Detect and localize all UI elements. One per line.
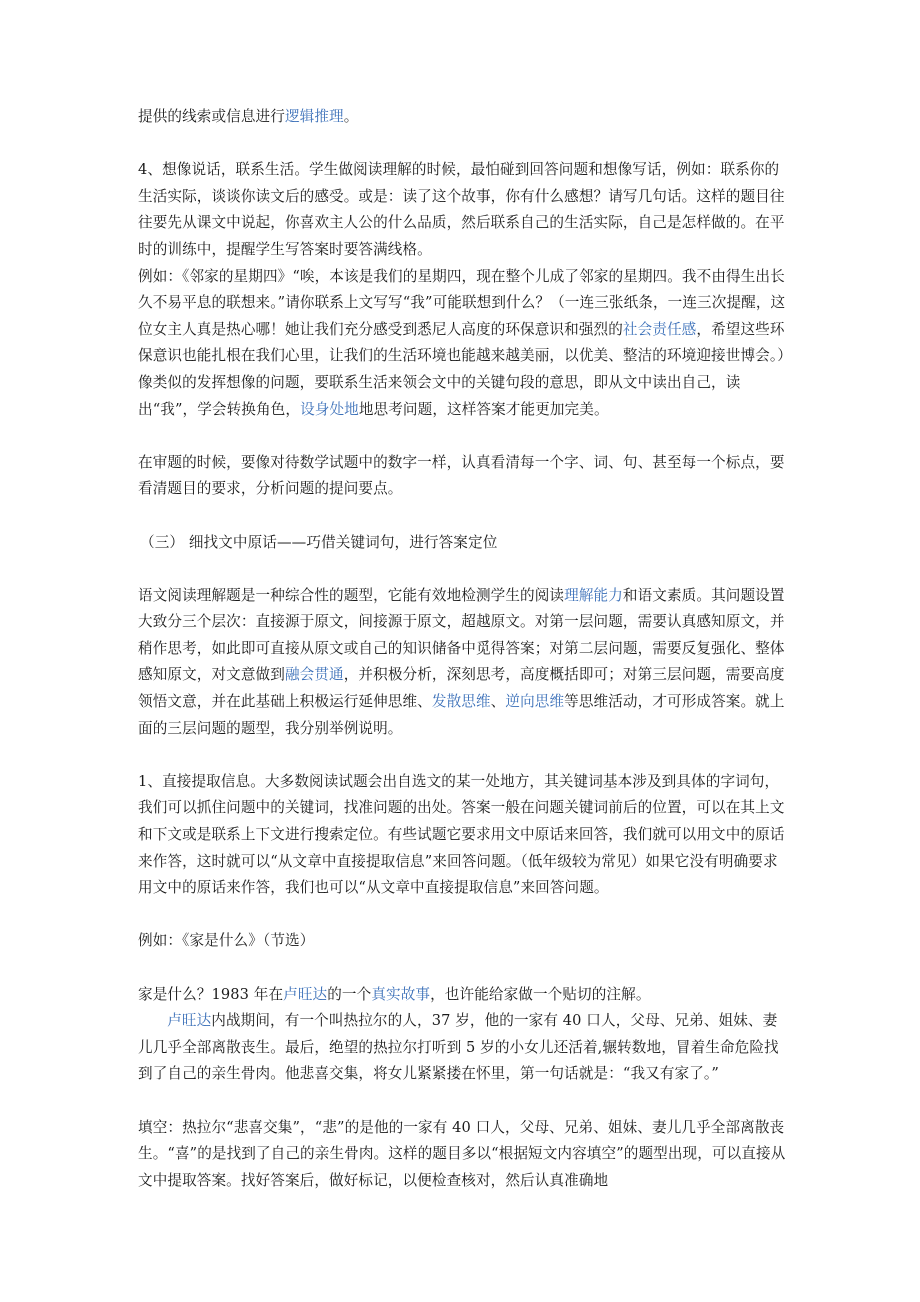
- paragraph-gap: [138, 556, 788, 583]
- link-comprehension-ability[interactable]: 理解能力: [564, 586, 623, 604]
- paragraph-gap: [138, 955, 788, 982]
- paragraph-gap: [138, 742, 788, 769]
- paragraph-2: 4、想像说话，联系生活。学生做阅读理解的时候，最怕碰到回答问题和想像写话，例如：联系你的生活实际，谈谈你读文后的感受。或是：读了这个故事，你有什么感想？请写几句话。这样的题目往往要先从课文中说起，你喜欢主人公的什么品质，然后联系自己的生活实际，自己是怎样做的。在平时的训练中，提醒学生写答案时要答满线格。: [138, 161, 785, 258]
- link-social-responsibility[interactable]: 社会责任感: [622, 320, 697, 338]
- link-rwanda[interactable]: 卢旺达: [283, 985, 328, 1003]
- paragraph-4: 在审题的时候，要像对待数学试题中的数字一样，认真看清每一个字、词、句、甚至每一个标点，要看清题目的要求，分析问题的提问要点。: [138, 453, 785, 498]
- paragraph-gap: [138, 503, 788, 530]
- link-rwanda[interactable]: 卢旺达: [167, 1012, 212, 1030]
- link-mastery[interactable]: 融会贯通: [284, 666, 344, 684]
- section-heading: （三） 细找文中原话——巧借关键词句，进行答案定位: [140, 533, 498, 551]
- link-true-story[interactable]: 真实故事: [371, 985, 431, 1003]
- paragraph-1: 提供的线索或信息进行逻辑推理。: [138, 108, 359, 125]
- paragraph-3: 例如：《邻家的星期四》“唉，本该是我们的星期四，现在整个儿成了邻家的星期四。我不由得生出长久不易平息的联想来。”请你联系上文写写“我”可能联想到什么？（一连三张纸条，一连三次提醒，这位女主人真是热心哪！她让我们充分感受到悉尼人高度的环保意识和强烈的社会责任感，希望这些环保意识也能扎根在我们心里，让我们的生活环境也能越来越美丽，以优美、整洁的环境迎接世博会。）像类似的发挥想像的问题，要联系生活来领会文中的关键句段的意思，即从文中读出自己，读出“我”，学会转换角色，设身处地地思考问题，这样答案才能更加完美。: [138, 267, 786, 418]
- paragraph-11: 填空：热拉尔“悲喜交集”，“悲”的是他的一家有 40 口人，父母、兄弟、姐妹、妻儿几乎全部离散丧生。“喜”的是找到了自己的亲生骨肉。这样的题目多以“根据短文内容填空”的题型出现，可以直接从文中提取答案。找好答案后，做好标记，以便检查核对，然后认真准确地: [138, 1118, 786, 1189]
- paragraph-gap: [138, 131, 788, 158]
- paragraph-8: 例如：《家是什么》（节选）: [138, 932, 315, 950]
- paragraph-gap: [138, 423, 788, 450]
- paragraph-9: 家是什么？1983 年在卢旺达的一个真实故事，也许能给家做一个贴切的注解。: [138, 985, 651, 1003]
- link-reverse-thinking[interactable]: 逆向思维: [505, 693, 565, 711]
- document-page: [138, 104, 788, 1194]
- paragraph-10: 卢旺达内战期间，有一个叫热拉尔的人，37 岁，他的一家有 40 口人，父母、兄弟、姐妹、妻儿几乎全部离散丧生。最后，绝望的热拉尔打听到 5 岁的小女儿还活着,辗转数地，冒着生命危险找到了自己的亲生骨肉。他悲喜交集，将女儿紧紧搂在怀里，第一句话就是：“我又有家了。”: [138, 1012, 779, 1083]
- paragraph-6: 语文阅读理解题是一种综合性的题型，它能有效地检测学生的阅读理解能力和语文素质。其问题设置大致分三个层次：直接源于原文，间接源于原文，超越原文。对第一层问题，需要认真感知原文，并稍作思考，如此即可直接从原文或自己的知识储备中觅得答案；对第二层问题，需要反复强化、整体感知原文，对文意做到融会贯通，并积极分析，深刻思考，高度概括即可；对第三层问题，需要高度领悟文意，并在此基础上积极运行延伸思维、发散思维、逆向思维等思维活动，才可形成答案。就上面的三层问题的题型，我分别举例说明。: [138, 586, 785, 737]
- paragraph-gap: [138, 902, 788, 929]
- link-logical-reasoning[interactable]: 逻辑推理: [284, 108, 344, 125]
- link-divergent-thinking[interactable]: 发散思维: [431, 693, 491, 711]
- paragraph-7: 1、直接提取信息。大多数阅读试题会出自选文的某一处地方，其关键词基本涉及到具体的字词句，我们可以抓住问题中的关键词，找准问题的出处。答案一般在问题关键词前后的位置，可以在其上文和下文或是联系上下文进行搜索定位。有些试题它要求用文中原话来回答，我们就可以用文中的原话来作答，这时就可以“从文章中直接提取信息”来回答问题。（低年级较为常见）如果它没有明确要求用文中的原话来作答，我们也可以“从文章中直接提取信息”来回答问题。: [138, 772, 785, 897]
- link-put-oneself-in-place[interactable]: 设身处地: [300, 400, 359, 418]
- paragraph-gap: [138, 1088, 788, 1115]
